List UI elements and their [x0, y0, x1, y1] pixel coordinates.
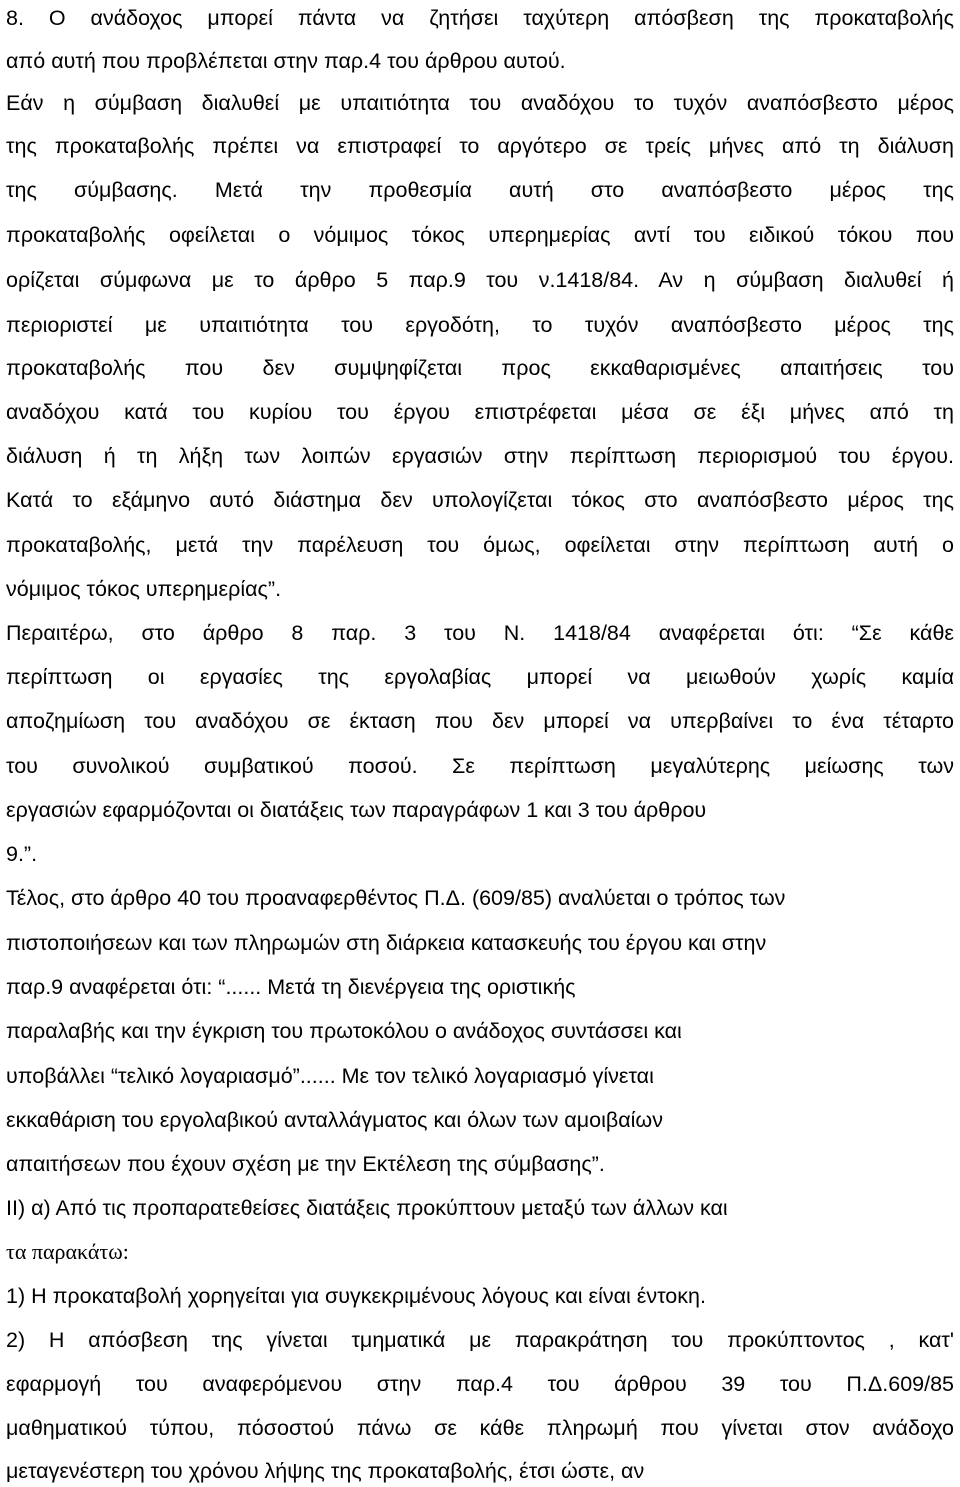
- text-line: Τέλος, στο άρθρο 40 του προαναφερθέντος Π.Δ. (609/85) αναλύεται ο τρόπος των: [6, 886, 786, 910]
- text-line: ΙΙ) α) Από τις προπαρατεθείσες διατάξεις προκύπτουν μεταξύ των άλλων και: [6, 1196, 728, 1220]
- text-line: προκαταβολής που δεν συμψηφίζεται προς εκκαθαρισμένες απαιτήσεις του: [6, 356, 954, 380]
- text-line: περιοριστεί με υπαιτιότητα του εργοδότη, το τυχόν αναπόσβεστο μέρος της: [6, 313, 954, 337]
- text-line: τα παρακάτω:: [6, 1239, 129, 1264]
- text-line: ορίζεται σύμφωνα με το άρθρο 5 παρ.9 του ν.1418/84. Αν η σύμβαση διαλυθεί ή: [6, 268, 954, 292]
- text-line: της προκαταβολής πρέπει να επιστραφεί το αργότερο σε τρείς μήνες από τη διάλυση: [6, 134, 954, 158]
- text-line: 1) Η προκαταβολή χορηγείται για συγκεκριμένους λόγους και είναι έντοκη.: [6, 1284, 706, 1308]
- text-line: Περαιτέρω, στο άρθρο 8 παρ. 3 του Ν. 1418/84 αναφέρεται ότι: “Σε κάθε: [6, 621, 954, 645]
- text-line: 2) Η απόσβεση της γίνεται τμηματικά με παρακράτηση του προκύπτοντος , κατ': [6, 1328, 954, 1352]
- text-line: αποζημίωση του αναδόχου σε έκταση που δεν μπορεί να υπερβαίνει το ένα τέταρτο: [6, 709, 954, 733]
- text-line: διάλυση ή τη λήξη των λοιπών εργασιών στην περίπτωση περιορισμού του έργου.: [6, 444, 954, 468]
- text-line: νόμιμος τόκος υπερημερίας”.: [6, 577, 282, 601]
- text-line: της σύμβασης. Μετά την προθεσμία αυτή στο αναπόσβεστο μέρος της: [6, 178, 954, 202]
- text-line: από αυτή που προβλέπεται στην παρ.4 του άρθρου αυτού.: [6, 49, 566, 73]
- text-line: προκαταβολής οφείλεται ο νόμιμος τόκος υπερημερίας αντί του ειδικού τόκου που: [6, 223, 954, 247]
- text-line: Εάν η σύμβαση διαλυθεί με υπαιτιότητα του αναδόχου το τυχόν αναπόσβεστο μέρος: [6, 91, 954, 115]
- text-line: εφαρμογή του αναφερόμενου στην παρ.4 του άρθρου 39 του Π.Δ.609/85: [6, 1372, 954, 1396]
- text-line: υποβάλλει “τελικό λογαριασμό”...... Με τον τελικό λογαριασμό γίνεται: [6, 1064, 654, 1088]
- text-line: μαθηματικού τύπου, πόσοστού πάνω σε κάθε πληρωμή που γίνεται στον ανάδοχο: [6, 1416, 954, 1440]
- text-line: αναδόχου κατά του κυρίου του έργου επιστρέφεται μέσα σε έξι μήνες από τη: [6, 400, 954, 424]
- text-line: μεταγενέστερη του χρόνου λήψης της προκαταβολής, έτσι ώστε, αν: [6, 1459, 645, 1483]
- text-line: προκαταβολής, μετά την παρέλευση του όμως, οφείλεται στην περίπτωση αυτή ο: [6, 533, 954, 557]
- text-line: 9.”.: [6, 842, 38, 866]
- text-line: 8. Ο ανάδοχος μπορεί πάντα να ζητήσει ταχύτερη απόσβεση της προκαταβολής: [6, 6, 954, 30]
- text-line: εκκαθάριση του εργολαβικού ανταλλάγματος και όλων των αμοιβαίων: [6, 1108, 663, 1132]
- text-line: παραλαβής και την έγκριση του πρωτοκόλου ο ανάδοχος συντάσσει και: [6, 1019, 682, 1043]
- text-line: πιστοποιήσεων και των πληρωμών στη διάρκεια κατασκευής του έργου και στην: [6, 931, 767, 955]
- text-line: παρ.9 αναφέρεται ότι: “...... Μετά τη διενέργεια της οριστικής: [6, 975, 576, 999]
- text-line: του συνολικού συμβατικού ποσού. Σε περίπτωση μεγαλύτερης μείωσης των: [6, 754, 954, 778]
- text-line: απαιτήσεων που έχουν σχέση με την Εκτέλεση της σύμβασης”.: [6, 1152, 605, 1176]
- text-line: Κατά το εξάμηνο αυτό διάστημα δεν υπολογίζεται τόκος στο αναπόσβεστο μέρος της: [6, 488, 954, 512]
- text-line: περίπτωση οι εργασίες της εργολαβίας μπορεί να μειωθούν χωρίς καμία: [6, 665, 954, 689]
- text-line: εργασιών εφαρμόζονται οι διατάξεις των παραγράφων 1 και 3 του άρθρου: [6, 798, 707, 822]
